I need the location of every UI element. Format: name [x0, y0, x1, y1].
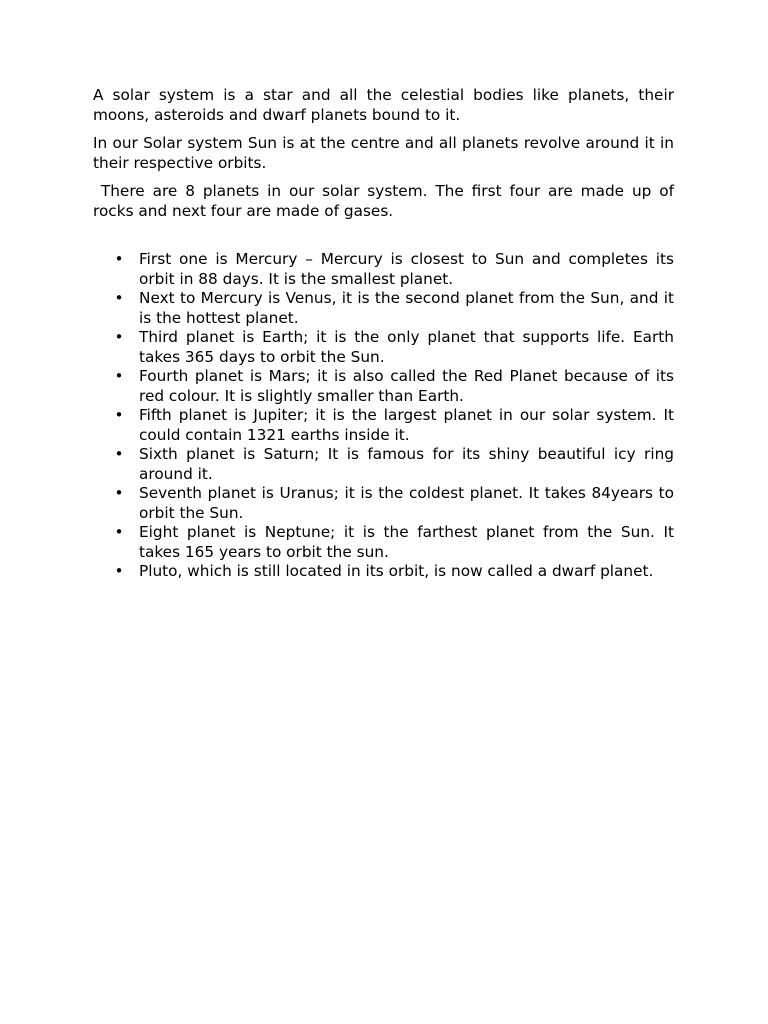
list-item-text: Sixth planet is Saturn; It is famous for its shiny beautiful icy ring around it.: [139, 445, 674, 483]
list-item-text: Fourth planet is Mars; it is also called the Red Planet because of its red colour. It is slightly smaller than Earth.: [139, 367, 674, 405]
list-item-text: Fifth planet is Jupiter; it is the largest planet in our solar system. It could contain 1321 earths inside it.: [139, 406, 674, 444]
list-item-mercury: [93, 250, 674, 289]
list-item-jupiter: [93, 406, 674, 445]
document-page: [93, 86, 679, 582]
bullet-icon: •: [114, 250, 124, 268]
list-item-saturn: [93, 445, 674, 484]
bullet-icon: •: [114, 562, 124, 580]
bullet-icon: •: [114, 484, 124, 502]
list-item-earth: [93, 328, 674, 367]
bullet-icon: •: [114, 328, 124, 346]
list-item-text: Third planet is Earth; it is the only planet that supports life. Earth takes 365 days to orbit the Sun.: [139, 328, 674, 366]
planet-bullet-list: [93, 250, 674, 582]
list-item-text: Seventh planet is Uranus; it is the coldest planet. It takes 84years to orbit the Sun.: [139, 484, 674, 522]
list-item-text: Pluto, which is still located in its orbit, is now called a dwarf planet.: [139, 562, 654, 580]
list-item-text: Next to Mercury is Venus, it is the second planet from the Sun, and it is the hottest planet.: [139, 289, 674, 327]
paragraph-intro: A solar system is a star and all the celestial bodies like planets, their moons, asteroids and dwarf planets bound to it.: [93, 86, 674, 124]
paragraph-sun-centre: In our Solar system Sun is at the centre and all planets revolve around it in their respective orbits.: [93, 134, 674, 172]
list-item-text: First one is Mercury – Mercury is closest to Sun and completes its orbit in 88 days. It is the smallest planet.: [139, 250, 674, 288]
list-item-venus: [93, 289, 674, 328]
list-item-pluto: [93, 562, 674, 582]
bullet-icon: •: [114, 445, 124, 463]
paragraph-planet-count: There are 8 planets in our solar system. The first four are made up of rocks and next four are made of gases.: [93, 182, 679, 220]
list-item-uranus: [93, 484, 674, 523]
bullet-icon: •: [114, 367, 124, 385]
bullet-icon: •: [114, 523, 124, 541]
bullet-icon: •: [114, 406, 124, 424]
list-item-neptune: [93, 523, 674, 562]
list-item-text: Eight planet is Neptune; it is the farthest planet from the Sun. It takes 165 years to orbit the sun.: [139, 523, 674, 561]
list-item-mars: [93, 367, 674, 406]
bullet-icon: •: [114, 289, 124, 307]
